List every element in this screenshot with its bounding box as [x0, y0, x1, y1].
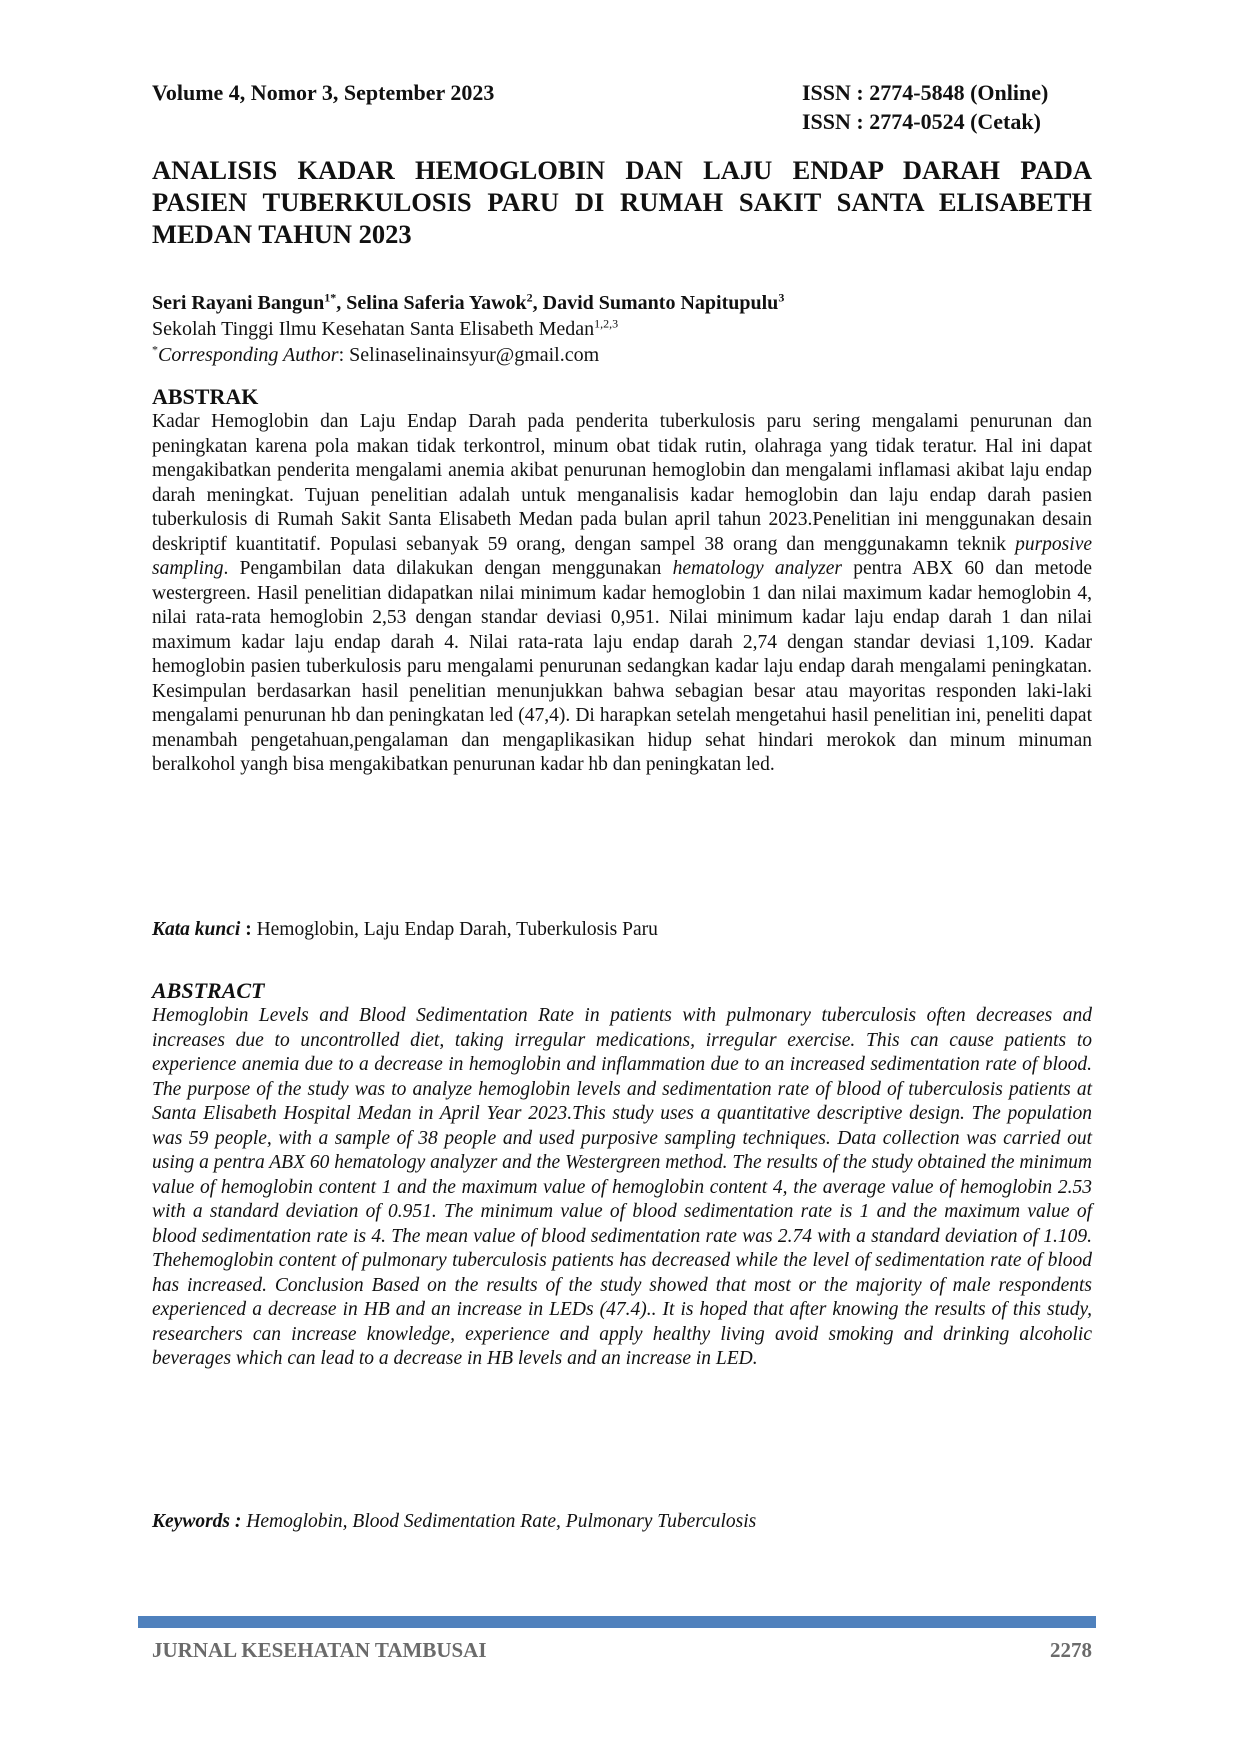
keywords-value: Hemoglobin, Blood Sedimentation Rate, Pulmonary Tuberculosis [241, 1511, 757, 1532]
author-names [152, 290, 1092, 316]
abstrak-text-2: . Pengambilan data dilakukan dengan menggunakan [223, 558, 673, 579]
keywords [152, 1510, 1092, 1534]
author-2: , Selina Saferia Yawok [336, 292, 527, 314]
paper-page [152, 0, 1092, 1754]
abstrak-section [152, 384, 1092, 778]
author-1: Seri Rayani Bangun [152, 292, 325, 314]
author-block [152, 290, 1092, 368]
page-number: 2278 [1050, 1638, 1092, 1662]
author-3-sup: 3 [778, 290, 785, 305]
corr-label: Corresponding Author [158, 344, 339, 366]
affiliation-text: Sekolah Tinggi Ilmu Kesehatan Santa Elisabeth Medan [152, 318, 595, 340]
kata-kunci-label: Kata kunci [152, 919, 241, 940]
abstrak-body [152, 410, 1092, 778]
abstract-body: Hemoglobin Levels and Blood Sedimentation Rate in patients with pulmonary tuberculosis often decreases and increases due to uncontrolled diet, taking irregular medications, irregular exercise. This can cause patients to experience anemia due to a decrease in hemoglobin and inflammation due to an increased sedimentation rate of blood. The purpose of the study was to analyze hemoglobin levels and sedimentation rate of blood of tuberculosis patients at Santa Elisabeth Hospital Medan in April Year 2023.This study uses a quantitative descriptive design. The population was 59 people, with a sample of 38 people and used purposive sampling techniques. Data collection was carried out using a pentra ABX 60 hematology analyzer and the Westergreen method. The results of the study obtained the minimum value of hemoglobin content 1 and the maximum value of hemoglobin content 4, the average value of hemoglobin 2.53 with a standard deviation of 0.951. The minimum value of blood sedimentation rate is 1 and the maximum value of blood sedimentation rate is 4. The mean value of blood sedimentation rate was 2.74 with a standard deviation of 1.109. Thehemoglobin content of pulmonary tuberculosis patients has decreased while the level of sedimentation rate of blood has increased. Conclusion Based on the results of the study showed that most or the majority of male respondents experienced a decrease in HB and an increase in LEDs (47.4).. It is hoped that after knowing the results of this study, researchers can increase knowledge, experience and apply healthy living avoid smoking and drinking alcoholic beverages which can lead to a decrease in HB levels and an increase in LED. [152, 1005, 1092, 1369]
abstrak-text-1: Kadar Hemoglobin dan Laju Endap Darah pada penderita tuberkulosis paru sering mengalami penurunan dan peningkatan karena pola makan tidak terkontrol, minum obat tidak rutin, olahraga yang tidak teratur. Hal ini dapat mengakibatkan penderita mengalami anemia akibat penurunan hemoglobin dan mengalami inflamasi akibat laju endap darah meningkat. Tujuan penelitian adalah untuk menganalisis kadar hemoglobin dan laju endap darah pasien tuberkulosis di Rumah Sakit Santa Elisabeth Medan pada bulan april tahun 2023.Penelitian ini menggunakan desain deskriptif kuantitatif. Populasi sebanyak 59 orang, dengan sampel 38 orang dan menggunakamn teknik [152, 411, 1092, 555]
abstrak-text-3: pentra ABX 60 dan metode westergreen. Hasil penelitian didapatkan nilai minimum kadar hemoglobin 1 dan nilai maximum kadar hemoglobin 4, nilai rata-rata hemoglobin 2,53 dengan standar deviasi 0,951. Nilai minimum kadar laju endap darah 1 dan nilai maximum kadar laju endap darah 4. Nilai rata-rata laju endap darah 2,74 dengan standar deviasi 1,109. Kadar hemoglobin pasien tuberkulosis paru mengalami penurunan sedangkan kadar laju endap darah mengalami peningkatan. Kesimpulan berdasarkan hasil penelitian menunjukkan bahwa sebagian besar atau mayoritas responden laki-laki mengalami penurunan hb dan peningkatan led (47,4). Di harapkan setelah mengetahui hasil penelitian ini, peneliti dapat menambah pengetahuan,pengalaman dan mengaplikasikan hidup sehat hindari merokok dan minum minuman beralkohol yangh bisa mengakibatkan penurunan kadar hb dan peningkatan led. [152, 558, 1092, 775]
kata-kunci-value: Hemoglobin, Laju Endap Darah, Tuberkulosis Paru [256, 919, 658, 940]
keywords-label: Keywords : [152, 1511, 242, 1532]
issn-block [802, 78, 1048, 136]
author-3: , David Sumanto Napitupulu [532, 292, 779, 314]
footer-divider [138, 1616, 1096, 1628]
abstrak-emphasis-1: purposive sampling [152, 533, 1092, 579]
abstract-section [152, 978, 1092, 1372]
corr-sup: * [152, 342, 158, 357]
paper-title: ANALISIS KADAR HEMOGLOBIN DAN LAJU ENDAP DARAH PADA PASIEN TUBERKULOSIS PARU DI RUMAH SAKIT SANTA ELISABETH MEDAN TAHUN 2023 [152, 155, 1092, 249]
corresponding-author [152, 342, 1092, 368]
issn-online: ISSN : 2774-5848 (Online) [802, 80, 1049, 105]
corr-email: : Selinaselinainsyur@gmail.com [338, 344, 600, 366]
abstrak-emphasis-2: hematology analyzer [672, 558, 842, 579]
kata-kunci-sep: : [240, 919, 257, 940]
abstrak-heading: ABSTRAK [152, 384, 259, 409]
kata-kunci [152, 918, 1092, 942]
affiliation-sup: 1,2,3 [594, 316, 619, 331]
author-2-sup: 2 [526, 290, 533, 305]
issn-print: ISSN : 2774-0524 (Cetak) [802, 109, 1041, 134]
affiliation [152, 316, 1092, 342]
abstract-heading: ABSTRACT [152, 978, 265, 1003]
journal-name: JURNAL KESEHATAN TAMBUSAI [152, 1638, 487, 1662]
author-1-sup: 1* [324, 290, 337, 305]
volume-info: Volume 4, Nomor 3, September 2023 [152, 80, 495, 105]
